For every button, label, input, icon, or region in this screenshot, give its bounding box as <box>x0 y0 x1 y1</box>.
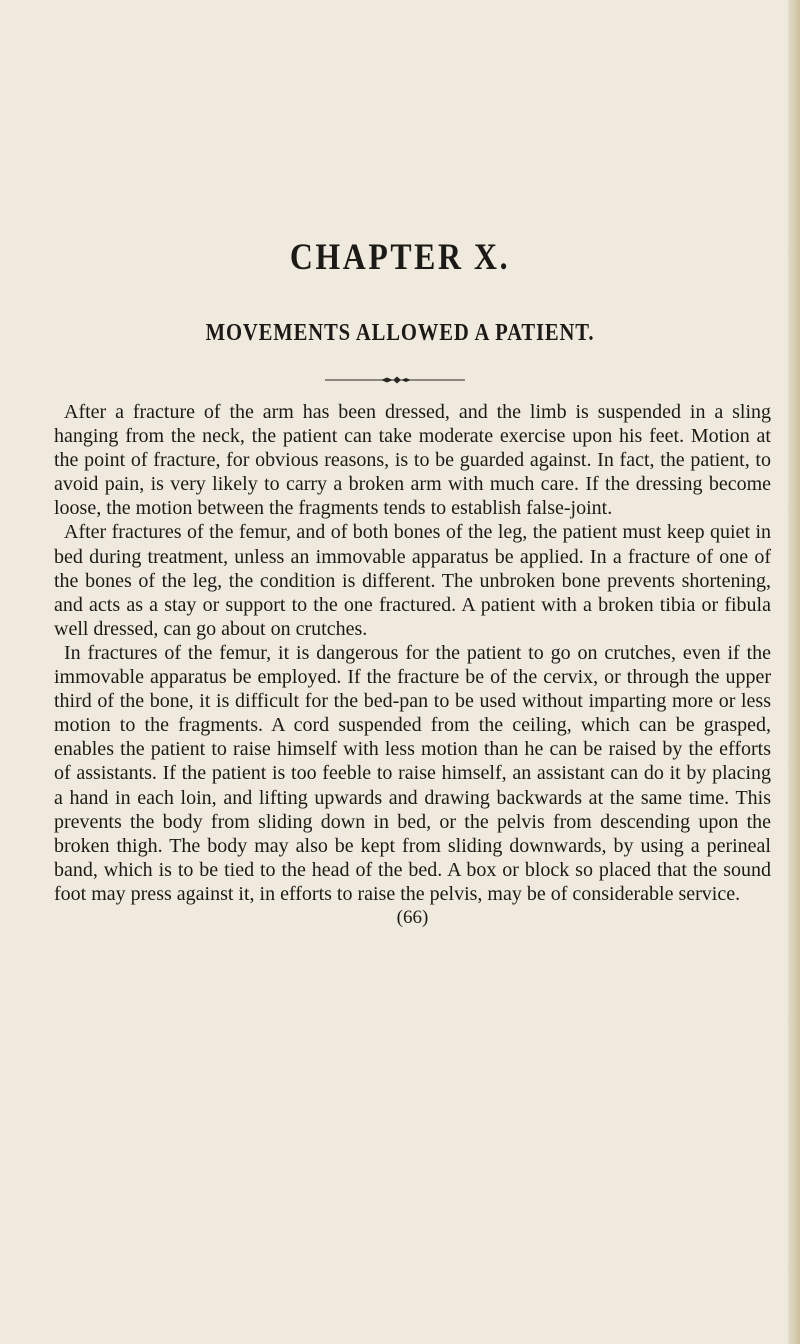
ornament-divider <box>325 373 465 387</box>
page-edge <box>788 0 800 1344</box>
chapter-heading: CHAPTER X. <box>289 237 511 278</box>
body-text <box>54 400 771 930</box>
page-number: (66) <box>396 906 429 928</box>
paragraph: After fractures of the femur, and of both bones of the leg, the patient must keep quiet in bed during treatment, unless an immovable apparatus be applied. In a fracture of one of the bones of the leg, the condition is different. The unbroken bone prevents shortening, and acts as a stay or support to the one fractured. A patient with a broken tibia or fibula well dressed, can go about on crutches. <box>54 521 771 640</box>
paragraph: After a fracture of the arm has been dressed, and the limb is suspended in a sling hanging from the neck, the patient can take moderate exercise upon his feet. Motion at the point of fracture, for obvious reasons, is to be guarded against. In fact, the patient, to avoid pain, is very likely to carry a broken arm with much care. If the dressing become loose, the motion between the fragments tends to establish false-joint. <box>54 401 771 520</box>
paragraph: In fractures of the femur, it is dangerous for the patient to go on crutches, even if the immovable apparatus be employed. If the fracture be of the cervix, or through the upper third of the bone, it is difficult for the bed-pan to be used without imparting more or less motion to the fragments. A cord suspended from the ceiling, which can be grasped, enables the patient to raise himself with less motion than he can be raised by the efforts of assistants. If the patient is too feeble to raise himself, an assistant can do it by placing a hand in each loin, and lifting upwards and drawing backwards at the same time. This prevents the body from sliding down in bed, or the pelvis from descending upon the broken thigh. The body may also be kept from sliding downwards, by using a perineal band, which is to be tied to the head of the bed. A box or block so placed that the sound foot may press against it, in efforts to raise the pelvis, may be of considerable service. <box>54 641 771 905</box>
section-title: MOVEMENTS ALLOWED A PATIENT. <box>205 320 595 346</box>
